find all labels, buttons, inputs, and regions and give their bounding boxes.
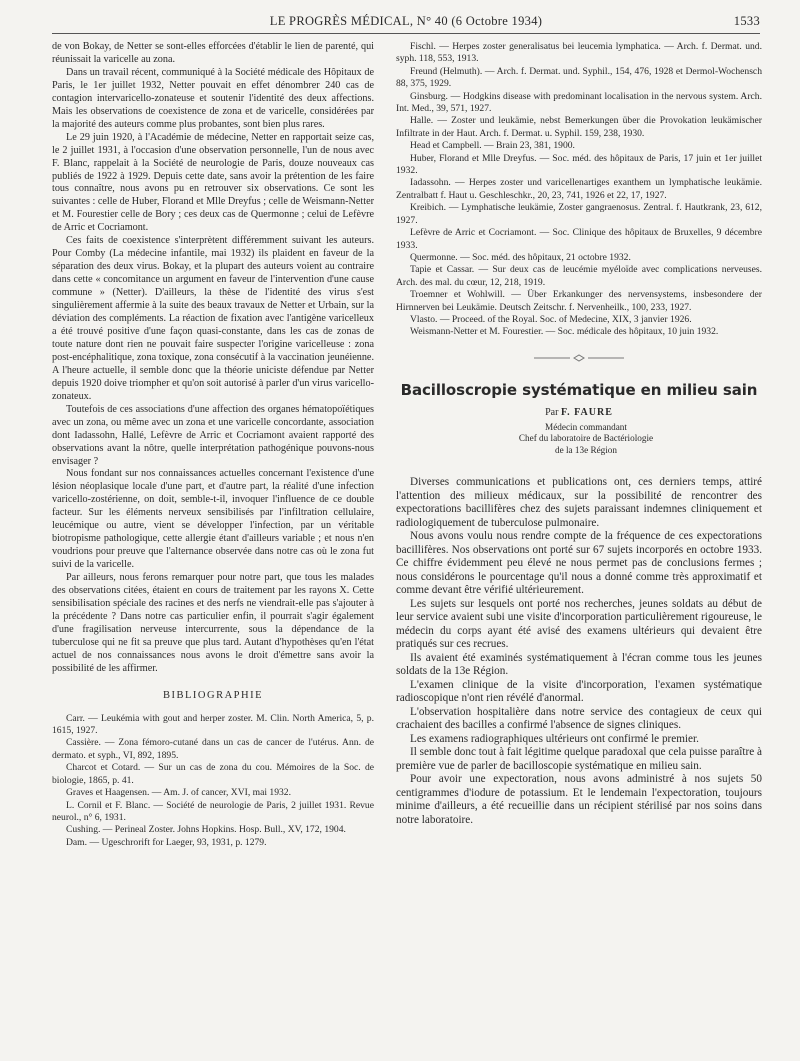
left-paragraph: Nous fondant sur nos connaissances actuelles concernant l'existence d'une lésion néoplasique locale d'une part, et d'autre part, la réalité d'une infection varicello-zostérienne, on doit, semble-t-il, invoquer l'influence de ce double facteur. Sur les éléments nerveux sensibilisés par l'infiltration cellulaire, leucémique ou autre, vient se développer l'infection, par un véritable biotropisme pathologique, cette allergie étant d'ailleurs variable ; et nous n'en voudrions pour preuve que l'alternance observée dans notre cas où le zona fut suivi de la varicelle.: [52, 468, 374, 571]
bibliography-entry: Head et Campbell. — Brain 23, 381, 1900.: [410, 140, 575, 152]
article-paragraph: L'examen clinique de la visite d'incorporation, l'examen systématique radioscopique n'ont rien révélé d'anormal.: [396, 678, 762, 705]
left-paragraph: Dans un travail récent, communiqué à la Société médicale des Hôpitaux de Paris, le 1er juillet 1932, Netter pouvait en effet dénombrer 240 cas de contagion intervaricello-zonateuse et soutenir l'identité des deux affections. Mais les observations de coexistence de zona et de varicelle, considérées par la majorité des auteurs comme plus probantes, sont bien plus rares.: [52, 66, 374, 130]
article-paragraph: L'observation hospitalière dans notre service des contagieux de ceux qui crachaient des bacilles a confirmé l'absence de signes cliniques.: [396, 705, 762, 732]
running-header: [52, 12, 760, 32]
bibliography-entry: Ginsburg. — Hodgkins disease with predominant localisation in the nervous system. Arch. Int. Med., 39, 571, 1927.: [396, 90, 762, 115]
bibliography-entry: Charcot et Cotard. — Sur un cas de zona du cou. Mémoires de la Soc. de biologie, 1865, p. 41.: [52, 762, 374, 786]
bibliography-entry: Quermonne. — Soc. méd. des hôpitaux, 21 octobre 1932.: [410, 251, 631, 263]
article-author: [396, 407, 762, 420]
bibliography-entry: Lefèvre de Arric et Cocriamont. — Soc. Clinique des hôpitaux de Bruxelles, 9 décembre 1933.: [396, 227, 762, 251]
author-affiliation: Chef du laboratoire de Bactériologie: [518, 433, 654, 444]
bibliography-entry: Halle. — Zoster und leukämie, nebst Bemerkungen über die Provokation leukämischer Infiltrate in der Haut. Arch. f. Dermat. u. Syphil. 159, 238, 1930.: [396, 115, 762, 139]
article-paragraph: Diverses communications et publications ont, ces derniers temps, attiré l'attention des milieux médicaux, sur la possibilité de rencontrer des expectorations bacillifères chez des sujets paraissant indemnes cliniquement et radiologiquement de tuberculose pulmonaire.: [396, 476, 762, 529]
page-number: 1533: [733, 14, 760, 28]
bibliography-entry: Fischl. — Herpes zoster generalisatus bei leucemia lymphatica. — Arch. f. Dermat. und. syph. 118, 553, 1913.: [396, 41, 762, 65]
bibliography-entry: L. Cornil et F. Blanc. — Société de neurologie de Paris, 2 juillet 1931. Revue neurol., n° 6, 1931.: [52, 799, 374, 823]
bibliography-entry: Weismann-Netter et M. Fourestier. — Soc. médicale des hôpitaux, 10 juin 1932.: [410, 326, 719, 338]
article-paragraph: Nous avons voulu nous rendre compte de la fréquence de ces expectorations bacillifères. Nos observations ont porté sur 67 sujets incorporés en octobre 1933. Ce chiffre évidemment peu élevé ne nous permet pas de conclusions fermes ; nous considérons le pourcentage qu'il nous a donné comme très approximatif et comme devant être vérifié ultérieurement.: [396, 530, 762, 597]
article-body: [396, 476, 762, 827]
header-rule: [52, 33, 760, 34]
ornamental-divider: [396, 353, 762, 368]
running-title: LE PROGRÈS MÉDICAL, N° 40 (6 Octobre 1934): [269, 14, 543, 28]
bibliography-entry: Kreibich. — Lymphatische leukämie, Zoster gangraenosus. Zentral. f. Hautkrank, 23, 612, 1927.: [396, 202, 762, 226]
left-column: [52, 41, 374, 849]
left-paragraph: Toutefois de ces associations d'une affection des organes hématopoïétiques avec un zona, ou même avec un zona et une varicelle concordante, association dont Iadassohn, Hallé, Lefèvre de Arric et Cocriamont avaient rapporté des observations avant la nôtre, quelle interprétation pathogénique pouvons-nous envisager ?: [52, 403, 374, 467]
bibliography-entry: Troemner et Wohlwill. — Über Erkankunger des nervensystems, insbesondere der Hirnnerven bei Leukämie. Deutsch Zeitschr. f. Nervenheilk., 100, 233, 1927.: [396, 289, 762, 313]
bibliography-entry: Graves et Haagensen. — Am. J. of cancer, XVI, mai 1932.: [66, 787, 291, 799]
left-paragraph: Par ailleurs, nous ferons remarquer pour notre part, que tous les malades des observations citées, étaient en cours de traitement par les rayons X. Cette sensibilisation spéciale des racines et des nerfs ne viendrait-elle pas s'ajouter à la précédente ? Dans notre cas particulier enfin, il pourrait s'agir également d'une fragilisation nerveuse intercurrente, sous la dépendance de la tuberculose qui ne fit sa preuve que plus tard. Autant d'hypothèses qu'en l'état actuel de nos connaissances nous avons le droit d'émettre sans avoir la possibilité de les affirmer.: [52, 572, 374, 674]
article-paragraph: Pour avoir une expectoration, nous avons administré à nos sujets 50 centigrammes d'iodure de potassium. Et le lendemain l'expectoration, toujours minime d'ailleurs, a été recueillie dans un récipient stérilisé par nos soins dans notre laboratoire.: [396, 773, 762, 826]
bibliography-entry: Iadassohn. — Herpes zoster und varicellenartiges exanthem un lymphatische leukämie. Zentralbatt f. Haut u. Geschleschkr., 20, 23, 741, 1926 et 22, 17, 1927.: [396, 177, 762, 201]
bibliography-entry: Tapie et Cassar. — Sur deux cas de leucémie myéloïde avec complications nerveuses. Arch. des mal. du cœur, 12, 218, 1919.: [396, 264, 762, 288]
article-paragraph: Les examens radiographiques ultérieurs ont confirmé le premier.: [410, 732, 699, 745]
article-paragraph: Les sujets sur lesquels ont porté nos recherches, jeunes soldats au début de leur service avaient subi une visite d'incorporation particulièrement rigoureuse, le médecin du corps ayant été avisé des examens ultérieurs qui devaient être pratiqués sur ces recrues.: [396, 597, 762, 651]
author-name: F. FAURE: [560, 406, 613, 418]
author-prefix: Par: [545, 406, 559, 418]
bibliography-entry: Cushing. — Perineal Zoster. Johns Hopkins. Hosp. Bull., XV, 172, 1904.: [66, 824, 346, 836]
bibliography-entry: Vlasto. — Proceed. of the Royal. Soc. of Medecine, XIX, 3 janvier 1926.: [410, 313, 692, 325]
left-paragraph: Ces faits de coexistence s'interprètent différemment suivant les auteurs. Pour Comby (La médecine infantile, mai 1932) ils plaident en faveur de la séparation des deux virus. Bokay, et la plupart des auteurs voient au contraire dans cette « concomitance un argument en faveur de l'intervention d'une cause commune » (Netter). D'ailleurs, la thèse de l'identité des virus s'est singulièrement affermie à la suite des beaux travaux de Netter et Urbain, sur la déviation des compléments. La réaction de fixation avec l'antigène varicelleux a été trouvé positive d'une façon quasi-constante, dans les cas de zonas de toute nature dont rien ne pouvait faire suspecter l'origine varicelleuse : zona post-encéphalitique, zona toxique, zona consécutif à la vaccination jeunéienne. A l'heure actuelle, il semble donc que la théorie uniciste défendue par Netter depuis 1920 doive triompher et qu'on soit autorisé à parler d'un virus varicello-zonateux.: [52, 235, 374, 402]
bibliography-entry: Huber, Florand et Mlle Dreyfus. — Soc. méd. des hôpitaux de Paris, 17 juin et 1er juillet 1932.: [396, 152, 762, 177]
article-title: Bacilloscropie systématique en milieu sain: [400, 380, 758, 399]
bibliography-entry: Freund (Helmuth). — Arch. f. Dermat. und. Syphil., 154, 476, 1928 et Dermol-Wochensch 88, 375, 1929.: [396, 65, 762, 90]
bibliography-entry: Cassière. — Zona fémoro-cutané dans un cas de cancer de l'utérus. Ann. de dermato. et syph., VI, 892, 1895.: [52, 737, 374, 761]
ornament-icon: [534, 353, 624, 363]
article-paragraph: Ils avaient été examinés systématiquement à l'écran comme tous les jeunes soldats de la 13e Région.: [396, 651, 762, 678]
author-affiliation: Médecin commandant: [545, 421, 627, 432]
bibliography-entry: Dam. — Ugeschrorift for Laeger, 93, 1931, p. 1279.: [66, 836, 267, 848]
left-paragraph: de von Bokay, de Netter se sont-elles efforcées d'établir le lien de parenté, qui réunissait la varicelle au zona.: [52, 41, 374, 65]
left-paragraph: Le 29 juin 1920, à l'Académie de médecine, Netter en rapportait seize cas, le 2 juillet 1931, à l'occasion d'une observation personnelle, l'un de nous avec F. Blanc, rappelait à la Société de neurologie de Paris, douze nouveaux cas publiés de 1922 à 1929. Depuis cette date, sans avoir la prétention de les faire tous connaître, nous avons pu en retrouver six observations. Ce sont les suivantes : celle de Huber, Florand et Mlle Dreyfus ; celle de Weismann-Netter et M. Fourestier celle de Bory ; ces deux cas de Quermonne ; celui de Lefèvre de Arric et Cocriamont.: [52, 131, 374, 234]
author-affiliation: de la 13e Région: [555, 444, 617, 455]
bibliography-entry: Carr. — Leukémia with gout and herper zoster. M. Clin. North America, 5, p. 1615, 1927.: [52, 712, 374, 737]
right-column: [396, 41, 762, 827]
article-paragraph: Il semble donc tout à fait légitime quelque paradoxal que cela puisse paraître à première vue de parler de bacilloscopie systématique en milieu sain.: [396, 746, 762, 772]
bibliography-heading: BIBLIOGRAPHIE: [163, 689, 263, 701]
